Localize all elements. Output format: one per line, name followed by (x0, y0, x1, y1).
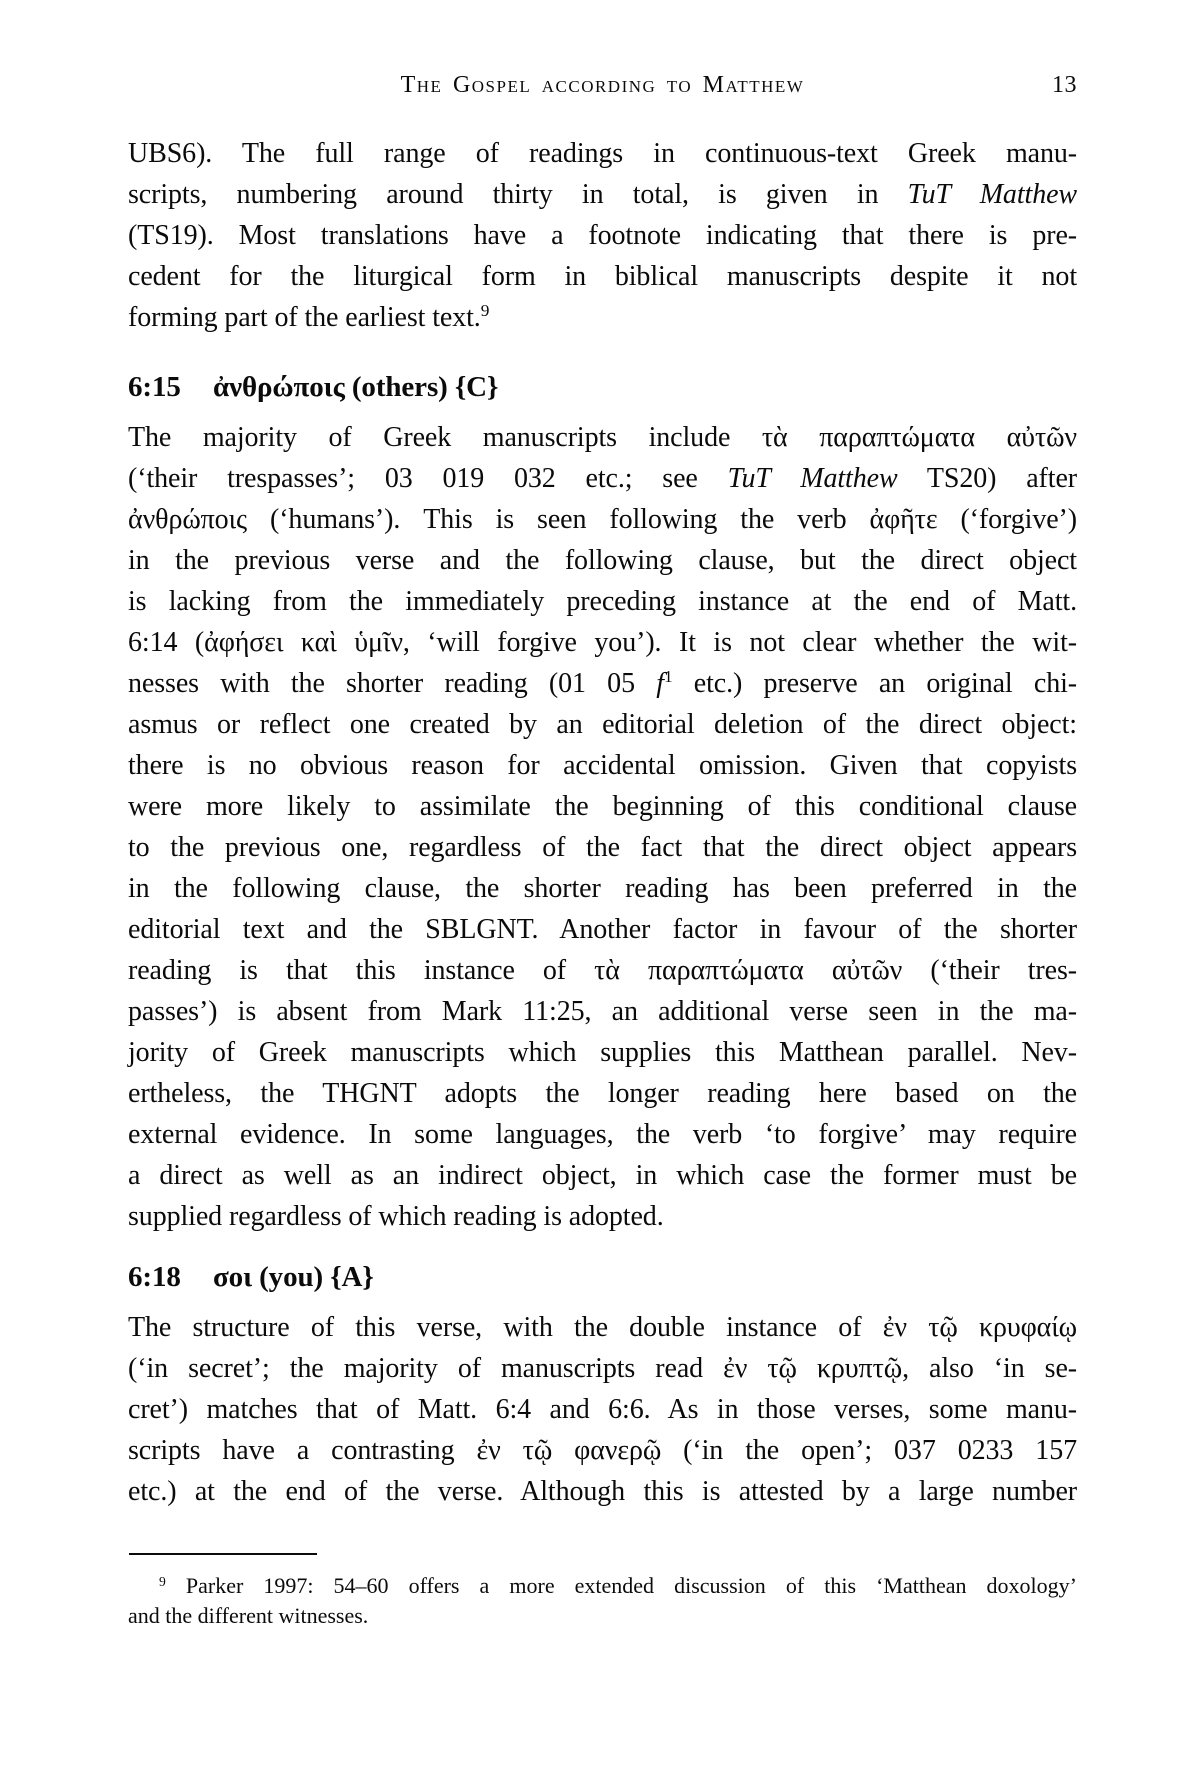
verse-heading-text: ἀνθρώποις (others) {C} (213, 371, 499, 403)
text-line: a direct as well as an indirect object, in which case the former must be (128, 1160, 1077, 1191)
verse-reference: 6:15 (128, 371, 181, 403)
text-line: (TS19). Most translations have a footnote indicating that there is pre- (128, 220, 1077, 251)
footnote-line: $^9$ Parker 1997: 54–60 offers a more extended discussion of this ‘Matthean doxology’ (159, 1573, 1077, 1598)
text-line: passes’) is absent from Mark 11:25, an additional verse seen in the ma- (128, 996, 1077, 1027)
verse-reference: 6:18 (128, 1261, 181, 1293)
text-line: cret’) matches that of Matt. 6:4 and 6:6. As in those verses, some manu- (128, 1394, 1077, 1425)
text-line: scripts have a contrasting ἐν τῷ φανερῷ (‘in the open’; 037 0233 157 (128, 1435, 1077, 1466)
text-line: ertheless, the THGNT adopts the longer reading here based on the (128, 1078, 1077, 1109)
text-line: editorial text and the SBLGNT. Another factor in favour of the shorter (128, 914, 1077, 945)
footnote (128, 1571, 1077, 1631)
text-line: supplied regardless of which reading is adopted. (128, 1201, 664, 1232)
text-line: were more likely to assimilate the beginning of this conditional clause (128, 791, 1077, 822)
text-line: ἀνθρώποις (‘humans’). This is seen following the verb ἀφῆτε (‘forgive’) (128, 504, 1077, 535)
text-block (128, 0, 1077, 1774)
verse-heading (128, 1257, 1077, 1298)
text-line: to the previous one, regardless of the fact that the direct object appears (128, 832, 1077, 863)
text-line: reading is that this instance of τὰ παραπτώματα αὐτῶν (‘their tres- (128, 955, 1077, 986)
text-line: in the following clause, the shorter reading has been preferred in the (128, 873, 1077, 904)
running-head-title: The Gospel according to Matthew (400, 72, 805, 98)
page-number: 13 (1052, 72, 1077, 98)
text-line: in the previous verse and the following clause, but the direct object (128, 545, 1077, 576)
text-line: jority of Greek manuscripts which supplies this Matthean parallel. Nev- (128, 1037, 1077, 1068)
text-line: forming part of the earliest text.$^9$ (128, 301, 490, 333)
text-line: (‘their trespasses’; 03 019 032 etc.; see TuT Matthew TS20) after (128, 463, 1078, 494)
text-line: nesses with the shorter reading (01 05 $f^1$ etc.) preserve an original chi- (128, 667, 1078, 699)
footnote-separator-rule (129, 1553, 317, 1555)
text-line: The structure of this verse, with the double instance of ἐν τῷ κρυφαίῳ (128, 1312, 1077, 1343)
verse-heading (128, 367, 1077, 408)
footnote-line: and the different witnesses. (128, 1603, 369, 1628)
verse-heading-text: σοι (you) {A} (213, 1261, 374, 1293)
paragraph (128, 1307, 1077, 1512)
paragraph (128, 417, 1077, 1237)
text-line: cedent for the liturgical form in biblical manuscripts despite it not (128, 261, 1077, 292)
text-line: (‘in secret’; the majority of manuscripts read ἐν τῷ κρυπτῷ, also ‘in se- (128, 1353, 1077, 1384)
text-line: is lacking from the immediately preceding instance at the end of Matt. (128, 586, 1077, 617)
text-line: 6:14 (ἀφήσει καὶ ὑμῖν, ‘will forgive you’). It is not clear whether the wit- (128, 627, 1077, 658)
text-line: The majority of Greek manuscripts include τὰ παραπτώματα αὐτῶν (128, 422, 1077, 453)
text-line: etc.) at the end of the verse. Although this is attested by a large number (128, 1476, 1077, 1507)
text-line: scripts, numbering around thirty in total, is given in TuT Matthew (128, 179, 1077, 210)
text-line: UBS6). The full range of readings in continuous-text Greek manu- (128, 138, 1077, 169)
text-line: there is no obvious reason for accidental omission. Given that copyists (128, 750, 1077, 781)
text-line: asmus or reflect one created by an editorial deletion of the direct object: (128, 709, 1077, 740)
text-line: external evidence. In some languages, the verb ‘to forgive’ may require (128, 1119, 1077, 1150)
paragraph (128, 133, 1077, 338)
